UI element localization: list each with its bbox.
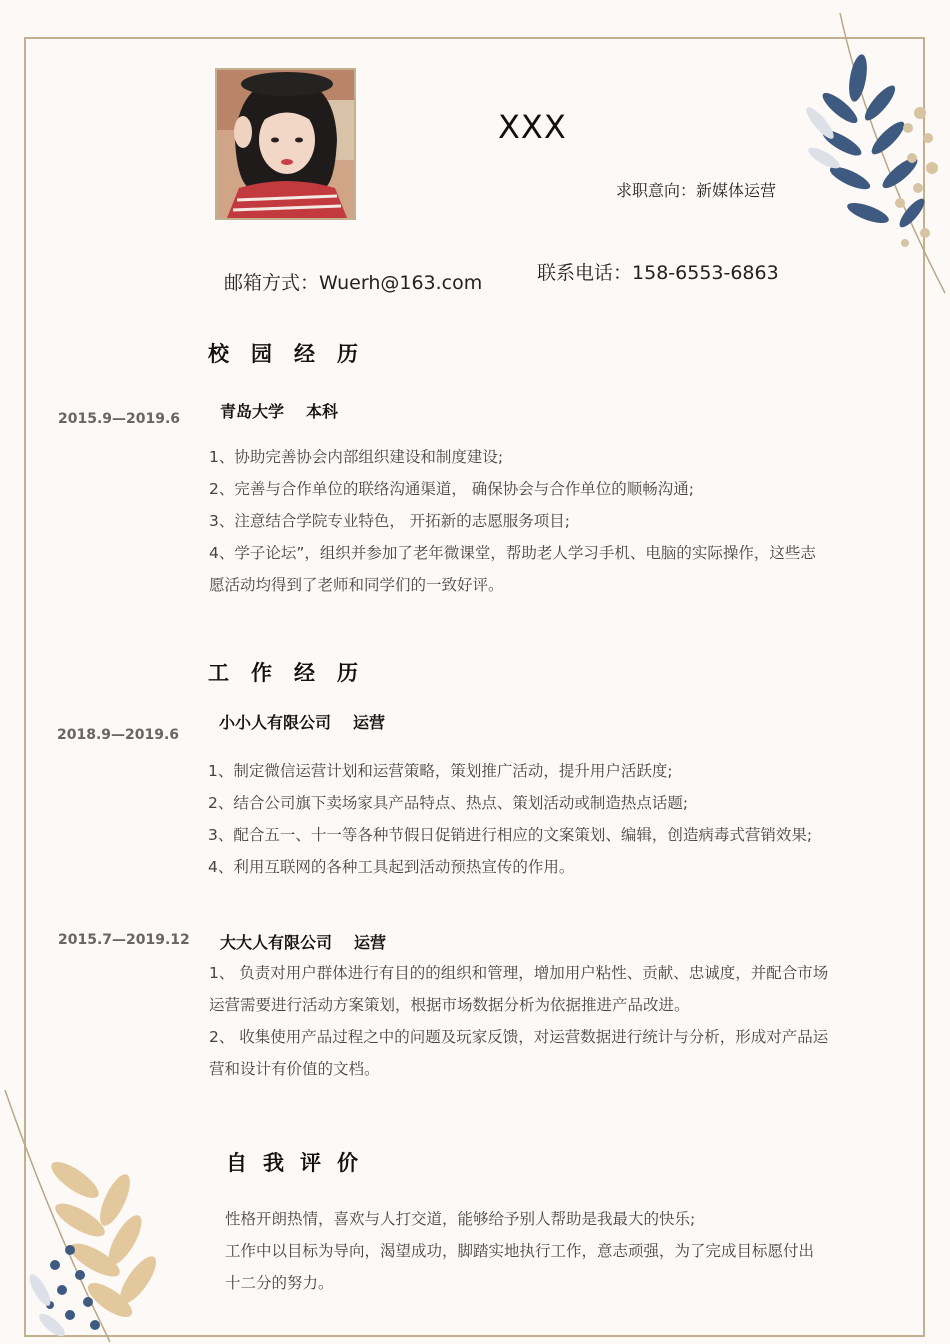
job-role: 运营 — [353, 713, 386, 732]
job-line: 2、 收集使用产品过程之中的问题及玩家反馈，对运营数据进行统计与分析，形成对产品运 — [209, 1028, 829, 1046]
leaf-decoration-bottom-left — [0, 1080, 170, 1344]
self-line: 性格开朗热情，喜欢与人打交道，能够给予别人帮助是我最大的快乐; — [225, 1210, 696, 1228]
campus-line: 2、完善与合作单位的联络沟通渠道， 确保协会与合作单位的顺畅沟通; — [209, 480, 695, 498]
job-line: 4、利用互联网的各种工具起到活动预热宣传的作用。 — [208, 858, 575, 876]
job-intent — [616, 178, 776, 201]
job-description — [208, 755, 812, 883]
job-line: 2、结合公司旗下卖场家具产品特点、热点、策划活动或制造热点话题; — [208, 794, 689, 812]
section-title-campus: 校园经历 — [208, 342, 380, 366]
campus-line: 愿活动均得到了老师和同学们的一致好评。 — [209, 576, 504, 594]
self-evaluation — [225, 1203, 814, 1299]
campus-description — [209, 441, 816, 601]
job-intent-label: 求职意向： — [616, 181, 697, 200]
phone-label: 联系电话： — [537, 262, 633, 284]
job-intent-value: 新媒体运营 — [696, 181, 777, 200]
job-date: 2015.7—2019.12 — [58, 932, 190, 948]
job-line: 运营需要进行活动方案策划，根据市场数据分析为依据推进产品改进。 — [209, 996, 690, 1014]
job-heading — [219, 710, 385, 733]
job-role: 运营 — [354, 933, 387, 952]
campus-line: 4、学子论坛”，组织并参加了老年微课堂，帮助老人学习手机、电脑的实际操作，这些志 — [209, 544, 816, 562]
job-description — [209, 957, 828, 1085]
job-heading — [220, 930, 386, 953]
company-name: 大大人有限公司 — [220, 933, 333, 952]
self-line: 工作中以目标为导向，渴望成功，脚踏实地执行工作，意志顽强，为了完成目标愿付出 — [225, 1242, 815, 1260]
profile-photo — [215, 68, 356, 220]
job-line: 1、 负责对用户群体进行有目的的组织和管理，增加用户粘性、贡献、忠诚度，并配合市场 — [209, 964, 829, 982]
section-title-self: 自我评价 — [226, 1151, 374, 1175]
campus-line: 3、注意结合学院专业特色， 开拓新的志愿服务项目; — [209, 512, 571, 530]
job-line: 营和设计有价值的文档。 — [209, 1060, 380, 1078]
campus-line: 1、协助完善协会内部组织建设和制度建设; — [209, 448, 504, 466]
degree: 本科 — [306, 402, 339, 421]
leaf-decoration-top-right — [800, 8, 950, 298]
section-title-work: 工作经历 — [208, 661, 380, 685]
campus-heading — [220, 399, 338, 422]
school-name: 青岛大学 — [220, 402, 285, 421]
phone — [537, 258, 779, 285]
job-line: 3、配合五一、十一等各种节假日促销进行相应的文案策划、编辑，创造病毒式营销效果; — [208, 826, 813, 844]
company-name: 小小人有限公司 — [219, 713, 332, 732]
candidate-name: XXX — [498, 108, 567, 146]
email — [224, 268, 482, 295]
campus-date: 2015.9—2019.6 — [58, 411, 181, 427]
self-line: 十二分的努力。 — [225, 1274, 334, 1292]
job-line: 1、制定微信运营计划和运营策略，策划推广活动，提升用户活跃度; — [208, 762, 673, 780]
email-label: 邮箱方式： — [224, 272, 320, 294]
job-date: 2018.9—2019.6 — [57, 727, 180, 743]
email-value[interactable]: Wuerh@163.com — [319, 272, 483, 294]
phone-value: 158-6553-6863 — [632, 262, 779, 284]
